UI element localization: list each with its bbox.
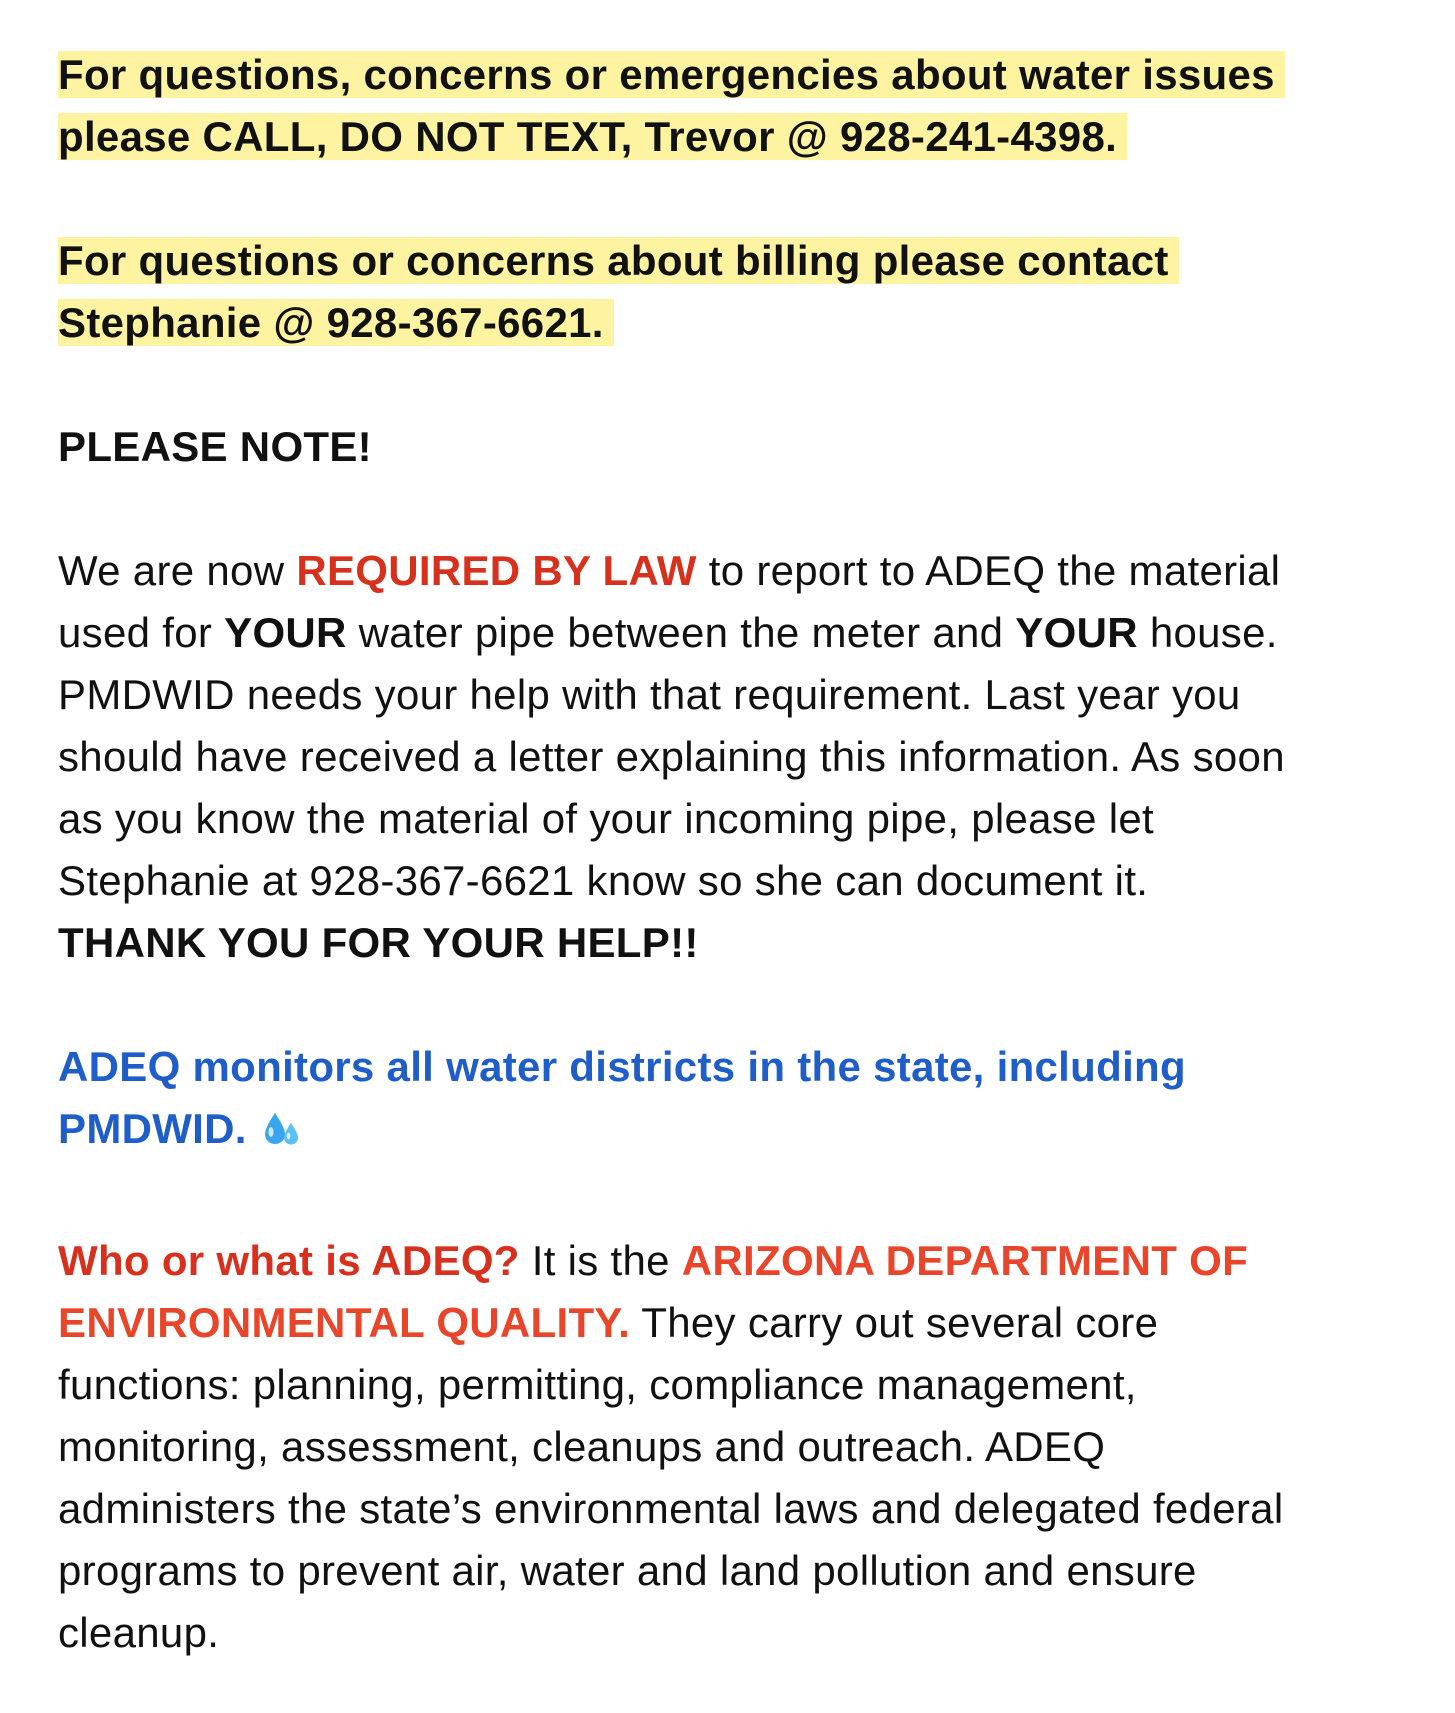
adeq-line-3: functions: planning, permitting, compliance management, bbox=[58, 1361, 1137, 1408]
adeq-line-6: programs to prevent air, water and land pollution and ensure bbox=[58, 1547, 1197, 1594]
adeq-line-2: ENVIRONMENTAL QUALITY. They carry out several core bbox=[58, 1299, 1159, 1346]
law-line-3: PMDWID needs your help with that requirement. Last year you bbox=[58, 671, 1241, 718]
billing-contact-line-2: Stephanie @ 928-367-6621. bbox=[58, 299, 614, 346]
law-line-2: used for YOUR water pipe between the meter and YOUR house. bbox=[58, 609, 1278, 656]
law-paragraph bbox=[58, 540, 1438, 974]
adeq-line-4: monitoring, assessment, cleanups and outreach. ADEQ bbox=[58, 1423, 1106, 1470]
adeq-paragraph bbox=[58, 1230, 1438, 1664]
law-line-6: Stephanie at 928-367-6621 know so she can document it. bbox=[58, 857, 1149, 904]
adeq-line-7: cleanup. bbox=[58, 1609, 220, 1656]
billing-contact-block bbox=[58, 230, 1438, 354]
law-line-4: should have received a letter explaining this information. As soon bbox=[58, 733, 1285, 780]
please-note-heading: PLEASE NOTE! bbox=[58, 423, 372, 470]
water-contact-line-1: For questions, concerns or emergencies about water issues bbox=[58, 51, 1285, 98]
monitor-paragraph bbox=[58, 1036, 1438, 1168]
law-line-1: We are now REQUIRED BY LAW to report to ADEQ the material bbox=[58, 547, 1281, 594]
water-contact-line-2: please CALL, DO NOT TEXT, Trevor @ 928-241-4398. bbox=[58, 113, 1127, 160]
billing-contact-line-1: For questions or concerns about billing please contact bbox=[58, 237, 1179, 284]
who-is-adeq-text: Who or what is ADEQ? bbox=[58, 1237, 520, 1284]
law-line-5: as you know the material of your incoming pipe, please let bbox=[58, 795, 1154, 842]
adeq-line-5: administers the state’s environmental laws and delegated federal bbox=[58, 1485, 1284, 1532]
monitor-line-2: PMDWID. bbox=[58, 1098, 1438, 1168]
water-contact-block bbox=[58, 44, 1438, 168]
monitor-line-1: ADEQ monitors all water districts in the state, including bbox=[58, 1043, 1186, 1090]
thank-you-line: THANK YOU FOR YOUR HELP!! bbox=[58, 919, 699, 966]
adeq-line-1: Who or what is ADEQ? It is the ARIZONA DEPARTMENT OF bbox=[58, 1237, 1249, 1284]
required-by-law-text: REQUIRED BY LAW bbox=[296, 547, 697, 594]
water-droplets-icon bbox=[259, 1106, 303, 1168]
document-body bbox=[58, 44, 1438, 1664]
